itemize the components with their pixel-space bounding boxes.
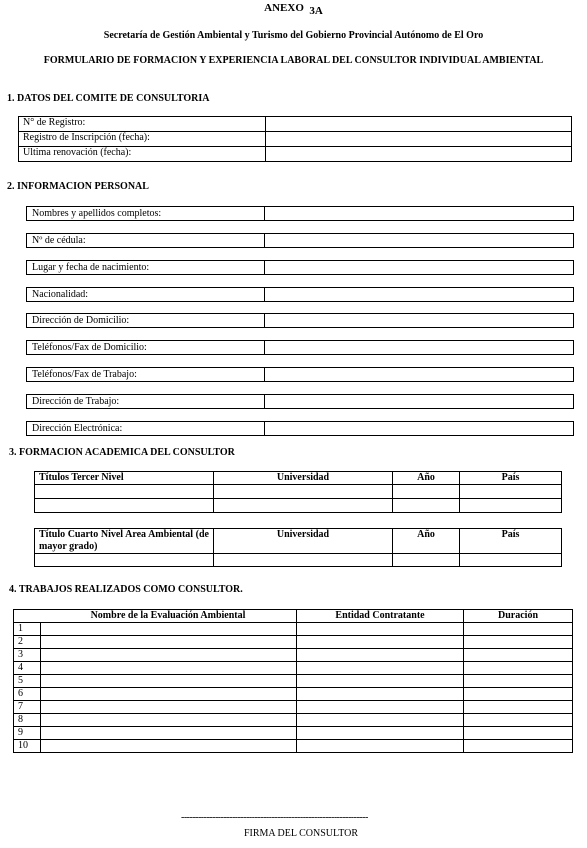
col-year: Año [393,529,460,554]
table-cell[interactable] [40,701,297,714]
table-cell[interactable] [297,701,464,714]
registration-date-field[interactable] [266,132,572,147]
table-cell[interactable] [297,662,464,675]
table-row [14,688,573,701]
table-cell[interactable] [40,740,297,753]
table-cell[interactable] [464,662,573,675]
table-cell[interactable] [464,688,573,701]
table-cell[interactable] [40,636,297,649]
col-duration: Duración [464,610,573,623]
col-year: Año [393,472,460,485]
section3-title: 3. FORMACION ACADEMICA DEL CONSULTOR [9,447,235,458]
table-row [19,117,572,132]
id-number-label: Nº de cédula: [27,234,265,247]
table-cell[interactable] [460,485,562,499]
col-university: Universidad [214,529,393,554]
table-cell[interactable] [297,727,464,740]
annex-number: 3A [309,5,323,17]
row-number: 10 [14,740,41,753]
table-row [14,662,573,675]
table-cell[interactable] [40,714,297,727]
section4-title: 4. TRABAJOS REALIZADOS COMO CONSULTOR. [9,584,243,595]
institution-name: Secretaría de Gestión Ambiental y Turismo del Gobierno Provincial Autónomo de El Oro [103,30,484,41]
table-cell[interactable] [393,485,460,499]
col-country: País [460,529,562,554]
committee-table [18,116,572,162]
table-cell[interactable] [40,727,297,740]
col-evaluation-name: Nombre de la Evaluación Ambiental [40,610,297,623]
table-cell[interactable] [393,499,460,513]
last-renewal-label: Ultima renovación (fecha): [19,147,266,162]
full-name-label: Nombres y apellidos completos: [27,207,265,220]
work-phone-label: Teléfonos/Fax de Trabajo: [27,368,265,381]
table-cell[interactable] [464,636,573,649]
table-cell[interactable] [297,740,464,753]
annex-label: ANEXO [264,2,304,14]
table-cell[interactable] [297,675,464,688]
table-cell[interactable] [214,554,393,567]
table-row [14,714,573,727]
table-cell[interactable] [297,714,464,727]
nationality-label: Nacionalidad: [27,288,265,301]
full-name-field[interactable] [26,206,574,221]
row-number: 7 [14,701,41,714]
table-cell[interactable] [214,499,393,513]
table-cell[interactable] [35,499,214,513]
table-cell[interactable] [297,649,464,662]
email-label: Dirección Electrónica: [27,422,265,435]
nationality-field[interactable] [26,287,574,302]
table-cell[interactable] [40,623,297,636]
table-cell[interactable] [297,623,464,636]
table-cell[interactable] [464,740,573,753]
table-row [35,499,562,513]
table-row [35,554,562,567]
table-header-row [35,472,562,485]
row-number: 8 [14,714,41,727]
row-number: 6 [14,688,41,701]
table-header-row [35,529,562,554]
table-row [14,740,573,753]
table-cell[interactable] [464,714,573,727]
birth-place-date-label: Lugar y fecha de nacimiento: [27,261,265,274]
table-cell[interactable] [35,554,214,567]
table-cell[interactable] [464,701,573,714]
home-address-label: Dirección de Domicilio: [27,314,265,327]
home-phone-label: Teléfonos/Fax de Domicilio: [27,341,265,354]
work-address-field[interactable] [26,394,574,409]
email-field[interactable] [26,421,574,436]
table-header-row [14,610,573,623]
id-number-field[interactable] [26,233,574,248]
row-number: 5 [14,675,41,688]
table-cell[interactable] [297,636,464,649]
table-cell[interactable] [464,727,573,740]
col-contracting-entity: Entidad Contratante [297,610,464,623]
table-row [14,727,573,740]
table-row [14,701,573,714]
table-row [14,636,573,649]
table-cell[interactable] [464,623,573,636]
table-cell[interactable] [460,499,562,513]
signature-line: ------------------------------------------------------------------ [181,812,368,823]
home-phone-field[interactable] [26,340,574,355]
third-level-degrees-table [34,471,562,513]
fourth-level-degrees-table [34,528,562,567]
form-title: FORMULARIO DE FORMACION Y EXPERIENCIA LABORAL DEL CONSULTOR INDIVIDUAL AMBIENTAL [43,55,544,66]
table-cell[interactable] [40,688,297,701]
col-degree-title: Título Cuarto Nivel Area Ambiental (de mayor grado) [35,529,214,554]
section1-title: 1. DATOS DEL COMITE DE CONSULTORIA [7,93,210,104]
col-number [14,610,41,623]
table-row [14,649,573,662]
work-phone-field[interactable] [26,367,574,382]
col-degree-title: Títulos Tercer Nivel [35,472,214,485]
table-cell[interactable] [40,675,297,688]
row-number: 4 [14,662,41,675]
table-row [14,623,573,636]
row-number: 2 [14,636,41,649]
birth-place-date-field[interactable] [26,260,574,275]
table-cell[interactable] [40,662,297,675]
table-row [19,147,572,162]
row-number: 9 [14,727,41,740]
registration-date-label: Registro de Inscripción (fecha): [19,132,266,147]
table-cell[interactable] [464,675,573,688]
consulting-jobs-table [13,609,573,753]
registry-number-label: N° de Registro: [19,117,266,132]
col-university: Universidad [214,472,393,485]
table-row [14,675,573,688]
annex-heading [0,2,587,17]
table-cell[interactable] [40,649,297,662]
table-cell[interactable] [297,688,464,701]
home-address-field[interactable] [26,313,574,328]
table-cell[interactable] [393,554,460,567]
table-row [35,485,562,499]
row-number: 1 [14,623,41,636]
table-cell[interactable] [214,485,393,499]
work-address-label: Dirección de Trabajo: [27,395,265,408]
table-row [19,132,572,147]
section2-title: 2. INFORMACION PERSONAL [7,181,149,192]
row-number: 3 [14,649,41,662]
registry-number-field[interactable] [266,117,572,132]
col-country: País [460,472,562,485]
last-renewal-field[interactable] [266,147,572,162]
table-cell[interactable] [460,554,562,567]
table-cell[interactable] [35,485,214,499]
table-cell[interactable] [464,649,573,662]
signature-label: FIRMA DEL CONSULTOR [243,828,359,839]
